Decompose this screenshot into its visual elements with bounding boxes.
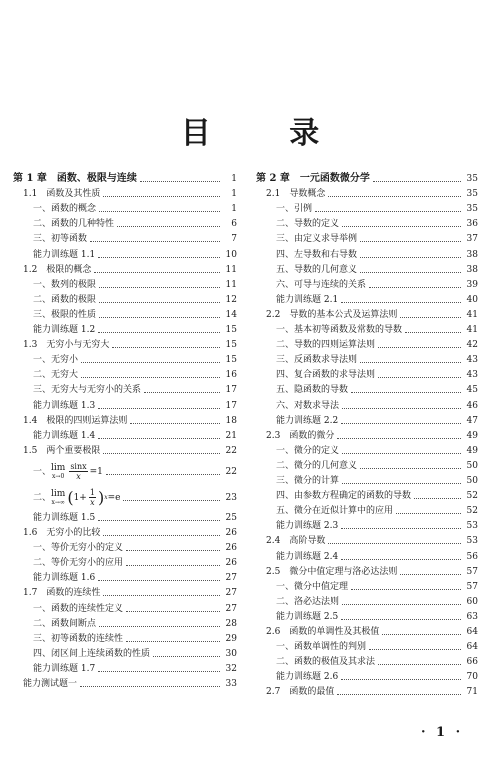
toc-page-number: 6 — [231, 219, 237, 230]
dot-leader — [144, 391, 220, 393]
toc-entry-title: 1.4 极限的四则运算法则 — [23, 415, 128, 426]
toc-entry-title: 2.2 导数的基本公式及运算法则 — [266, 309, 398, 320]
dot-leader — [103, 534, 220, 536]
dot-leader — [360, 256, 461, 258]
toc-subsection-entry[interactable] — [256, 519, 478, 533]
toc-subsection-entry[interactable] — [13, 232, 237, 246]
toc-page-number: 35 — [466, 204, 478, 215]
toc-page-number: 15 — [225, 340, 237, 351]
formula-term: 1+ — [73, 492, 87, 503]
toc-page-number: 25 — [225, 512, 237, 523]
toc-entry-title: 能力训练题 2.4 — [276, 551, 339, 562]
fraction — [69, 462, 87, 481]
toc-subsection-entry[interactable] — [13, 487, 237, 509]
dot-leader — [337, 437, 461, 439]
toc-section-entry[interactable] — [256, 625, 478, 639]
limit-subscript: x→∞ — [51, 498, 65, 506]
toc-page-number: 38 — [466, 249, 478, 260]
toc-page-number: 28 — [225, 618, 237, 629]
toc-entry-title: 2.3 函数的微分 — [266, 430, 335, 441]
toc-entry-title: 能力训练题 1.2 — [33, 325, 96, 335]
toc-page-number: 57 — [466, 566, 478, 577]
toc-entry-title: 五、隐函数的导数 — [276, 385, 349, 396]
toc-entry-title: 四、复合函数的求导法则 — [276, 370, 376, 381]
toc-subsection-entry[interactable] — [256, 655, 478, 669]
toc-subsection-entry[interactable] — [256, 444, 478, 458]
toc-entry-title: 能力训练题 1.1 — [33, 249, 96, 260]
toc-page-number: 32 — [225, 663, 237, 674]
right-paren: ) — [97, 487, 105, 507]
toc-subsection-entry[interactable] — [13, 202, 237, 216]
toc-page-number: 53 — [466, 521, 478, 532]
toc-subsection-entry[interactable] — [256, 278, 478, 292]
toc-subsection-entry[interactable] — [256, 595, 478, 609]
toc-entry-title: 第 1 章 函数、极限与连续 — [13, 173, 137, 184]
dot-leader — [341, 422, 461, 424]
toc-subsection-entry[interactable] — [13, 617, 237, 631]
dot-leader — [80, 685, 220, 687]
toc-entry-title: 一、微分中值定理 — [276, 581, 349, 592]
toc-subsection-entry[interactable] — [256, 489, 478, 503]
toc-page-number: 47 — [466, 415, 478, 426]
toc-subsection-entry[interactable] — [13, 647, 237, 661]
toc-page-number: 18 — [225, 415, 237, 426]
dot-leader — [99, 316, 220, 318]
dot-leader — [98, 437, 220, 439]
toc-subsection-entry[interactable] — [13, 511, 237, 525]
toc-subsection-entry[interactable] — [13, 399, 237, 413]
toc-subsection-entry[interactable] — [13, 556, 237, 570]
toc-page-number: 64 — [466, 642, 478, 653]
toc-entry-title: 六、可导与连续的关系 — [276, 279, 367, 290]
dot-leader — [360, 271, 461, 273]
toc-subsection-entry[interactable] — [256, 383, 478, 397]
toc-subsection-entry[interactable] — [256, 202, 478, 216]
dot-leader — [341, 301, 461, 303]
toc-section-entry[interactable] — [256, 565, 478, 579]
toc-subsection-entry[interactable] — [256, 368, 478, 382]
dot-leader — [81, 361, 220, 363]
toc-entry-title: 二、函数的极限 — [33, 294, 97, 305]
dot-leader — [117, 225, 220, 227]
toc-section-entry[interactable] — [13, 526, 237, 540]
limit-operator — [51, 464, 65, 480]
toc-subsection-entry[interactable] — [256, 338, 478, 352]
toc-entry-title: 一、 — [33, 466, 52, 477]
toc-section-entry[interactable] — [256, 685, 478, 699]
dot-leader — [342, 407, 461, 409]
toc-page-number: 27 — [225, 573, 237, 584]
dot-leader — [94, 271, 220, 273]
toc-entry-title: 能力训练题 1.5 — [33, 512, 96, 523]
limit-label: lim — [51, 488, 66, 499]
toc-subsection-entry[interactable] — [13, 293, 237, 307]
toc-entry-title: 五、微分在近似计算中的应用 — [276, 506, 394, 517]
dot-leader — [126, 549, 220, 551]
toc-subsection-entry[interactable] — [13, 323, 237, 337]
toc-subsection-entry[interactable] — [13, 571, 237, 585]
toc-entry-title: 一、等价无穷小的定义 — [33, 543, 124, 554]
toc-entry-title: 二、函数间断点 — [33, 618, 97, 629]
toc-chapter-entry[interactable] — [256, 172, 478, 186]
dot-leader — [112, 346, 220, 348]
toc-entry-title: 1.5 两个重要极限 — [23, 445, 101, 456]
toc-page-number: 17 — [225, 385, 237, 396]
toc-entry-title: 一、基本初等函数及常数的导数 — [276, 325, 403, 335]
toc-subsection-entry[interactable] — [256, 217, 478, 231]
toc-page-number: 41 — [466, 325, 478, 335]
toc-entry-title: 2.5 微分中值定理与洛必达法则 — [266, 566, 398, 577]
dot-leader — [396, 512, 461, 514]
toc-page-number: 37 — [466, 234, 478, 245]
fraction-denominator: x — [90, 498, 95, 508]
toc-entry-title: 能力训练题 1.4 — [33, 430, 96, 441]
toc-entry-title: 能力测试题一 — [23, 679, 78, 689]
dot-leader — [81, 376, 220, 378]
toc-entry-title: 四、左导数和右导数 — [276, 249, 358, 260]
toc-entry-title: 二、函数的极值及其求法 — [276, 657, 376, 668]
toc-page-number: 23 — [225, 492, 237, 503]
dot-leader — [126, 640, 220, 642]
toc-page-number: 64 — [466, 627, 478, 637]
dot-leader — [106, 473, 220, 475]
dot-leader — [103, 594, 220, 596]
toc-subsection-entry[interactable] — [256, 293, 478, 307]
toc-page-number: 16 — [225, 370, 237, 381]
sin-limit-formula — [51, 461, 103, 483]
toc-subsection-entry[interactable] — [13, 662, 237, 676]
dot-leader — [126, 564, 220, 566]
dot-leader — [328, 195, 461, 197]
toc-page-number: 11 — [225, 279, 237, 290]
toc-page-number: 49 — [466, 430, 478, 441]
toc-subsection-entry[interactable] — [256, 550, 478, 564]
toc-page-number: 15 — [225, 355, 237, 366]
dot-leader — [315, 210, 461, 212]
toc-entry-title: 二、等价无穷小的应用 — [33, 558, 124, 569]
limit-subscript: x→0 — [52, 472, 65, 480]
toc-entry-title: 能力训练题 2.6 — [276, 672, 339, 683]
toc-subsection-entry[interactable] — [256, 580, 478, 594]
toc-section-entry[interactable] — [256, 187, 478, 201]
dot-leader — [369, 286, 461, 288]
toc-page-number: 49 — [466, 445, 478, 456]
toc-entry-title: 一、无穷小 — [33, 355, 79, 366]
toc-entry-title: 三、初等函数的连续性 — [33, 633, 124, 644]
dot-leader — [342, 482, 461, 484]
dot-leader — [342, 225, 461, 227]
toc-page-number: 41 — [466, 309, 478, 320]
toc-subsection-entry[interactable] — [13, 461, 237, 483]
toc-subsection-entry[interactable] — [256, 353, 478, 367]
toc-entry-title: 1.2 极限的概念 — [23, 264, 92, 275]
toc-subsection-entry[interactable] — [13, 632, 237, 646]
toc-page-number: 36 — [466, 219, 478, 230]
dot-leader — [126, 610, 220, 612]
toc-entry-title: 一、函数单调性的判别 — [276, 642, 367, 653]
toc-page-number: 21 — [225, 430, 237, 441]
fraction-numerator: 1 — [89, 488, 95, 498]
toc-subsection-entry[interactable] — [256, 459, 478, 473]
dot-leader — [400, 316, 461, 318]
toc-page-number: 57 — [466, 581, 478, 592]
toc-page-number: 1 — [231, 204, 237, 215]
toc-entry-title: 二、 — [33, 492, 52, 503]
toc-entry-title: 四、由参数方程确定的函数的导数 — [276, 491, 412, 502]
toc-entry-title: 三、由定义求导举例 — [276, 234, 358, 245]
dot-leader — [360, 467, 461, 469]
toc-entry-title: 二、微分的几何意义 — [276, 460, 358, 471]
limit-operator — [51, 490, 65, 506]
toc-subsection-entry[interactable] — [256, 640, 478, 654]
dot-leader — [103, 452, 220, 454]
toc-subsection-entry[interactable] — [256, 610, 478, 624]
toc-entry-title: 三、初等函数 — [33, 234, 88, 245]
dot-leader — [103, 195, 220, 197]
toc-subsection-entry[interactable] — [13, 541, 237, 555]
dot-leader — [99, 210, 220, 212]
toc-page-number: 66 — [466, 657, 478, 668]
toc-page-number: 52 — [466, 506, 478, 517]
toc-page-number: 63 — [466, 611, 478, 622]
toc-page-number: 30 — [225, 648, 237, 659]
toc-page-number: 10 — [225, 249, 237, 260]
dot-leader — [341, 678, 461, 680]
dot-leader — [341, 618, 461, 620]
toc-page-number: 17 — [225, 400, 237, 411]
fraction — [89, 488, 96, 507]
toc-subsection-entry[interactable] — [13, 278, 237, 292]
toc-entry-title: 二、函数的几种特性 — [33, 219, 115, 230]
toc-page-number: 43 — [466, 370, 478, 381]
dot-leader — [98, 331, 220, 333]
toc-section-entry[interactable] — [13, 187, 237, 201]
dot-leader — [153, 655, 220, 657]
toc-page-number: 22 — [225, 445, 237, 456]
toc-entry-title: 三、无穷大与无穷小的关系 — [33, 385, 142, 396]
toc-subsection-entry[interactable] — [13, 308, 237, 322]
toc-subsection-entry[interactable] — [256, 323, 478, 337]
toc-entry-title: 二、导数的定义 — [276, 219, 340, 230]
toc-subsection-entry[interactable] — [13, 353, 237, 367]
dot-leader — [351, 391, 461, 393]
toc-page-number: 22 — [225, 466, 237, 477]
dot-leader — [342, 603, 461, 605]
dot-leader — [90, 240, 220, 242]
toc-page-number: 52 — [466, 491, 478, 502]
toc-page-number: 7 — [231, 234, 237, 245]
dot-leader — [98, 519, 220, 521]
toc-entry-title: 一、数列的极限 — [33, 279, 97, 290]
toc-section-entry[interactable] — [13, 444, 237, 458]
dot-leader — [382, 633, 461, 635]
dot-leader — [373, 180, 461, 182]
toc-subsection-entry[interactable] — [256, 474, 478, 488]
toc-entry-title: 能力训练题 2.3 — [276, 521, 339, 532]
dot-leader — [140, 180, 220, 182]
left-paren: ( — [67, 487, 74, 507]
toc-page-number: 11 — [225, 264, 237, 275]
toc-entry-title: 一、函数的连续性定义 — [33, 603, 124, 614]
formula-rhs: =1 — [89, 466, 103, 477]
toc-subsection-entry[interactable] — [13, 429, 237, 443]
dot-leader — [99, 286, 220, 288]
page-title: 目 录 — [180, 116, 354, 151]
toc-entry-title: 能力训练题 1.3 — [33, 400, 96, 411]
toc-section-entry[interactable] — [13, 677, 237, 691]
e-limit-formula — [51, 487, 120, 509]
dot-leader — [341, 527, 461, 529]
toc-page-number: 27 — [225, 603, 237, 614]
dot-leader — [99, 625, 220, 627]
toc-page-number: 40 — [466, 294, 478, 305]
toc-chapter-entry[interactable] — [13, 172, 237, 186]
fraction-denominator: x — [76, 472, 81, 482]
dot-leader — [378, 346, 461, 348]
toc-page-number: 50 — [466, 460, 478, 471]
toc-section-entry[interactable] — [256, 534, 478, 548]
toc-page-number: 33 — [225, 679, 237, 689]
toc-entry-title: 2.4 高阶导数 — [266, 536, 326, 547]
toc-page-number: 26 — [225, 528, 237, 538]
toc-entry-title: 三、极限的性质 — [33, 309, 97, 320]
toc-entry-title: 2.1 导数概念 — [266, 189, 326, 200]
toc-subsection-entry[interactable] — [256, 232, 478, 246]
toc-entry-title: 一、函数的概念 — [33, 204, 97, 215]
toc-page-number: 35 — [466, 174, 478, 184]
toc-section-entry[interactable] — [13, 263, 237, 277]
formula-rhs: =e — [107, 492, 121, 503]
toc-page-number: 50 — [466, 476, 478, 486]
toc-page-number: 70 — [466, 672, 478, 683]
toc-entry-title: 一、引例 — [276, 204, 313, 215]
toc-subsection-entry[interactable] — [256, 670, 478, 684]
toc-page-number: 53 — [466, 536, 478, 547]
toc-entry-title: 1.7 函数的连续性 — [23, 588, 101, 599]
toc-page-number: 29 — [225, 633, 237, 644]
dot-leader — [98, 407, 220, 409]
toc-page-number: 26 — [225, 558, 237, 569]
toc-entry-title: 三、反函数求导法则 — [276, 355, 358, 366]
dot-leader — [400, 573, 461, 575]
dot-leader — [341, 558, 461, 560]
dot-leader — [99, 301, 220, 303]
toc-entry-title: 1.6 无穷小的比较 — [23, 528, 101, 538]
toc-entry-title: 六、对数求导法 — [276, 400, 340, 411]
toc-entry-title: 1.1 函数及其性质 — [23, 189, 101, 200]
toc-section-entry[interactable] — [256, 308, 478, 322]
toc-section-entry[interactable] — [13, 586, 237, 600]
dot-leader — [130, 422, 220, 424]
dot-leader — [378, 376, 461, 378]
toc-subsection-entry[interactable] — [256, 414, 478, 428]
toc-entry-title: 能力训练题 2.1 — [276, 294, 339, 305]
toc-entry-title: 第 2 章 一元函数微分学 — [256, 173, 370, 184]
dot-leader — [342, 452, 461, 454]
dot-leader — [360, 240, 461, 242]
dot-leader — [123, 499, 220, 501]
dot-leader — [405, 331, 461, 333]
dot-leader — [351, 588, 461, 590]
toc-entry-title: 能力训练题 1.6 — [33, 573, 96, 584]
formula-exponent: x — [104, 493, 108, 501]
toc-entry-title: 1.3 无穷小与无穷大 — [23, 340, 110, 351]
toc-page-number: 56 — [466, 551, 478, 562]
toc-page-number: 1 — [231, 189, 237, 200]
toc-entry-title: 二、无穷大 — [33, 370, 79, 381]
toc-subsection-entry[interactable] — [13, 383, 237, 397]
toc-page-number: 39 — [466, 279, 478, 290]
toc-entry-title: 能力训练题 1.7 — [33, 663, 96, 674]
toc-page-number: 35 — [466, 189, 478, 200]
toc-subsection-entry[interactable] — [13, 248, 237, 262]
fraction-numerator: sinx — [70, 462, 87, 472]
toc-page-number: 1 — [231, 174, 237, 184]
dot-leader — [98, 670, 220, 672]
dot-leader — [98, 579, 220, 581]
toc-subsection-entry[interactable] — [256, 504, 478, 518]
toc-entry-title: 五、导数的几何意义 — [276, 264, 358, 275]
toc-entry-title: 一、微分的定义 — [276, 445, 340, 456]
toc-page-number: 15 — [225, 325, 237, 335]
dot-leader — [337, 693, 461, 695]
toc-page-number: 14 — [225, 309, 237, 320]
toc-entry-title: 能力训练题 2.5 — [276, 611, 339, 622]
toc-subsection-entry[interactable] — [256, 263, 478, 277]
toc-subsection-entry[interactable] — [13, 217, 237, 231]
limit-label: lim — [51, 462, 66, 473]
dot-leader — [328, 542, 461, 544]
toc-page-number: 60 — [466, 596, 478, 607]
toc-entry-title: 2.7 函数的最值 — [266, 687, 335, 698]
dot-leader — [360, 361, 461, 363]
toc-subsection-entry[interactable] — [256, 399, 478, 413]
toc-entry-title: 三、微分的计算 — [276, 476, 340, 486]
toc-page-number: 12 — [225, 294, 237, 305]
toc-page-number: 71 — [466, 687, 478, 698]
dot-leader — [98, 256, 220, 258]
toc-page-number: 26 — [225, 543, 237, 554]
toc-section-entry[interactable] — [256, 429, 478, 443]
toc-entry-title: 2.6 函数的单调性及其极值 — [266, 627, 380, 637]
toc-subsection-entry[interactable] — [13, 368, 237, 382]
toc-section-entry[interactable] — [13, 414, 237, 428]
dot-leader — [414, 497, 461, 499]
toc-entry-title: 二、导数的四则运算法则 — [276, 340, 376, 351]
toc-page-number: 46 — [466, 400, 478, 411]
toc-section-entry[interactable] — [13, 338, 237, 352]
toc-entry-title: 二、洛必达法则 — [276, 596, 340, 607]
toc-subsection-entry[interactable] — [256, 248, 478, 262]
toc-page-number: 27 — [225, 588, 237, 599]
dot-leader — [378, 663, 461, 665]
toc-entry-title: 四、闭区间上连续函数的性质 — [33, 648, 151, 659]
toc-entry-title: 能力训练题 2.2 — [276, 415, 339, 426]
page-number: · 1 · — [421, 725, 464, 740]
toc-subsection-entry[interactable] — [13, 602, 237, 616]
dot-leader — [369, 648, 461, 650]
toc-page-number: 43 — [466, 355, 478, 366]
toc-page-number: 42 — [466, 340, 478, 351]
toc-page-number: 38 — [466, 264, 478, 275]
toc-page-number: 45 — [466, 385, 478, 396]
